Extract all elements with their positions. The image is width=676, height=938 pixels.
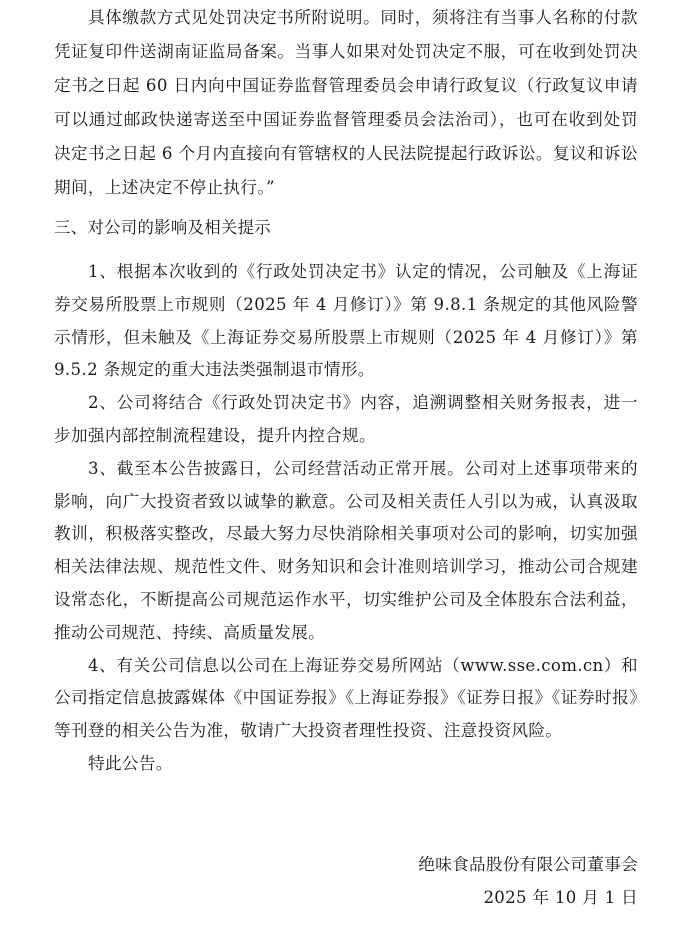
item-paragraph-4: 4、有关公司信息以公司在上海证券交易所网站（www.sse.com.cn）和公司指定信息披露媒体《中国证券报》《上海证券报》《证券日报》《证券时报》等刊登的相关公告为准，敬请广大投资者理性投资、注意投资风险。 [54, 655, 638, 741]
section-heading: 三、对公司的影响及相关提示 [54, 218, 271, 237]
section-body [54, 256, 638, 781]
item-paragraph-2: 2、公司将结合《行政处罚决定书》内容，追溯调整相关财务报表，进一步加强内部控制流程建设，提升内控合规。 [54, 393, 638, 445]
item-paragraph-1: 1、根据本次收到的《行政处罚决定书》认定的情况，公司触及《上海证券交易所股票上市规则（2025 年 4 月修订）》第 9.8.1 条规定的其他风险警示情形，但未触及《上海证券交易所股票上市规则（2025 年 4 月修订）》第 9.5.2 条规定的重大违法类强制退市情形。 [54, 262, 638, 380]
signature-organization: 绝味食品股份有限公司董事会 [418, 855, 638, 874]
closing-text: 特此公告。 [88, 753, 173, 773]
signature-date: 2025 年 10 月 1 日 [483, 888, 638, 907]
intro-paragraph: 具体缴款方式见处罚决定书所附说明。同时，须将注有当事人名称的付款凭证复印件送湖南证监局备案。当事人如果对处罚决定不服，可在收到处罚决定书之日起 60 日内向中国证券监督管理委员会申请行政复议（行政复议申请可以通过邮政快递寄送至中国证券监督管理委员会法治司），也可在收到处罚决定书之日起 6 个月内直接向有管辖权的人民法院提起行政诉讼。复议和诉讼期间，上述决定不停止执行。” [54, 8, 638, 197]
item-paragraph-3: 3、截至本公告披露日，公司经营活动正常开展。公司对上述事项带来的影响，向广大投资者致以诚挚的歉意。公司及相关责任人引以为戒，认真汲取教训，积极落实整改，尽最大努力尽快消除相关事项对公司的影响，切实加强相关法律法规、规范性文件、财务知识和会计准则培训学习，推动公司合规建设常态化，不断提高公司规范运作水平，切实维护公司及全体股东合法利益，推动公司规范、持续、高质量发展。 [54, 458, 638, 642]
